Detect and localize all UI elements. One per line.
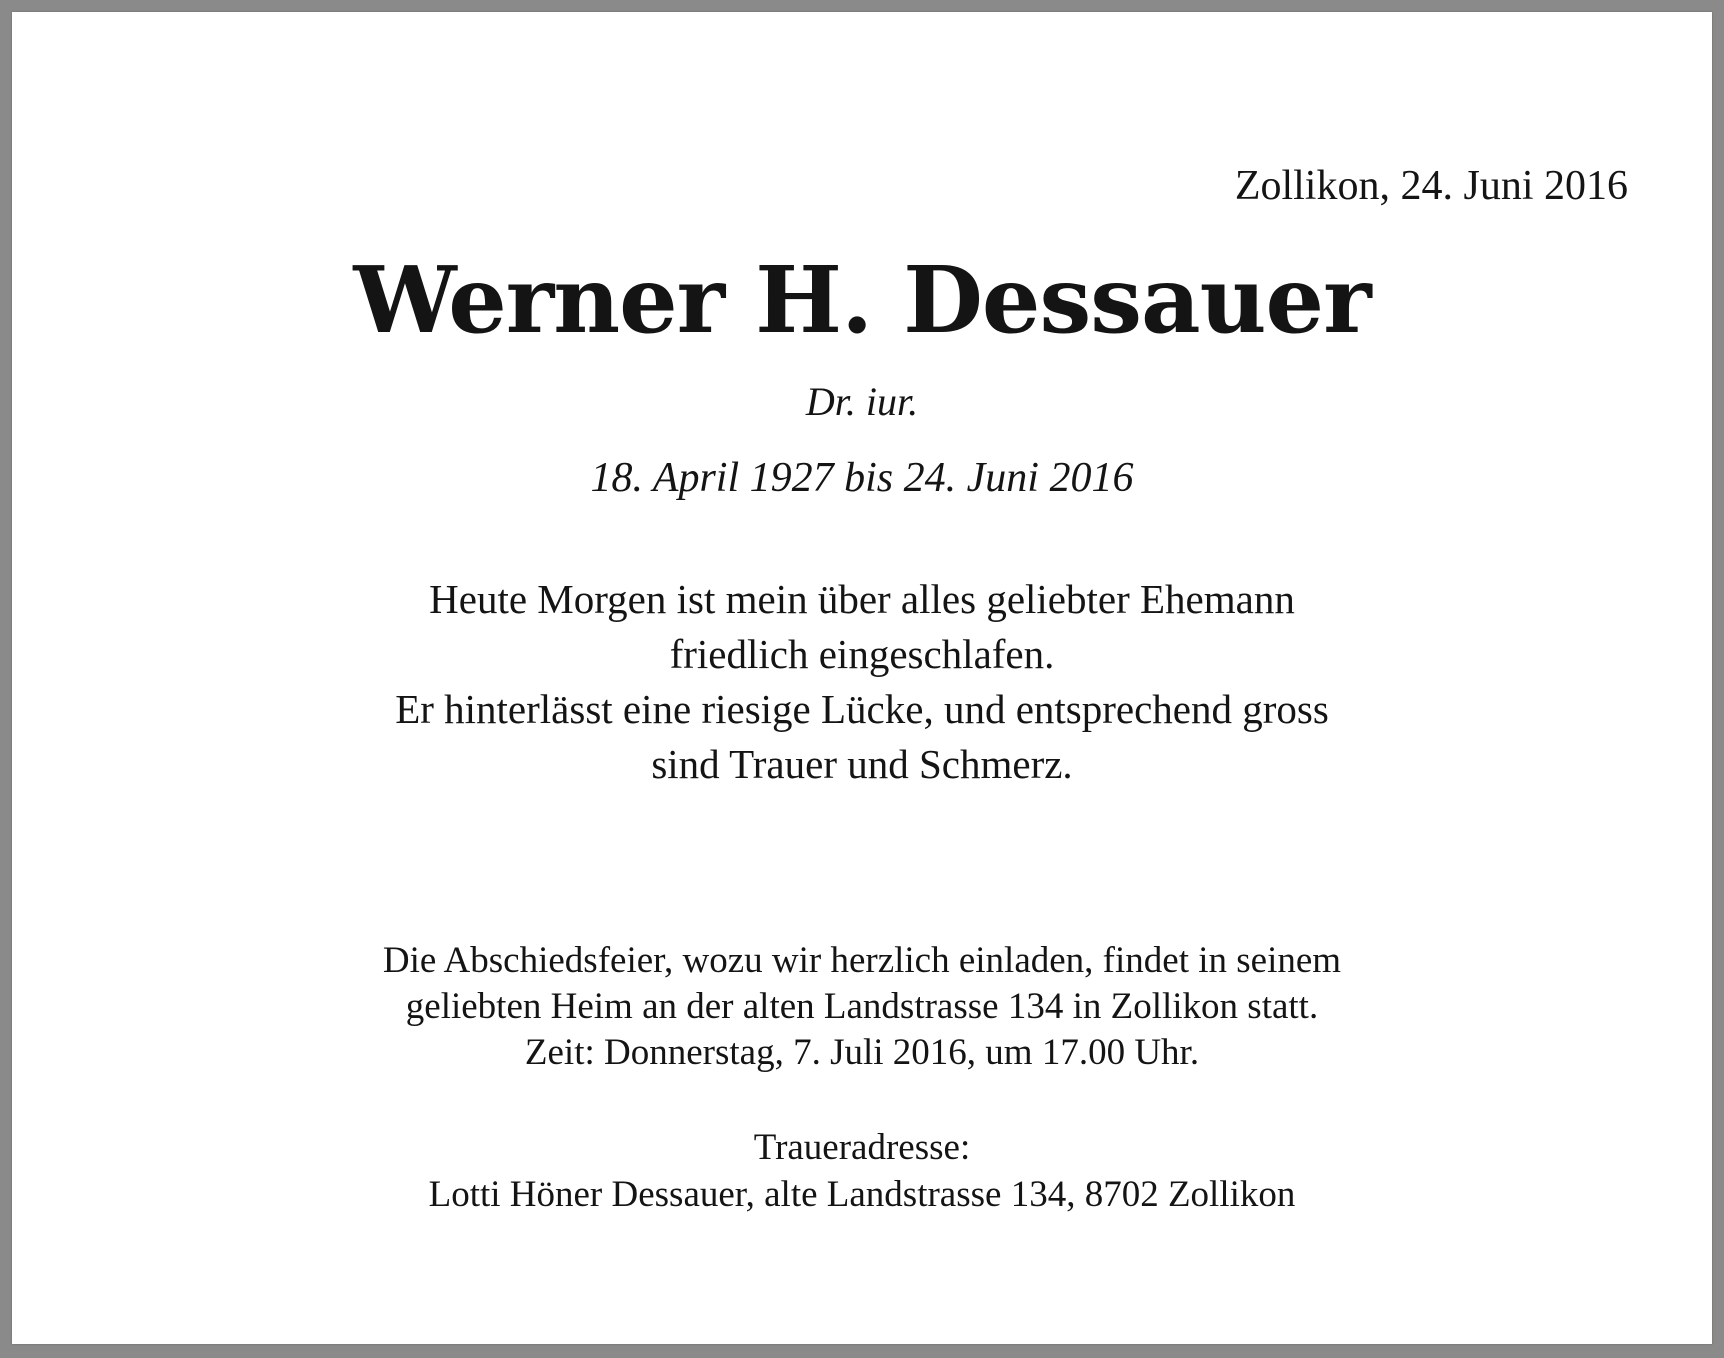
- message-line: sind Trauer und Schmerz.: [651, 741, 1073, 787]
- ceremony-line: Zeit: Donnerstag, 7. Juli 2016, um 17.00 Uhr.: [524, 1032, 1200, 1073]
- obituary-page: [12, 12, 1712, 1344]
- message-line: Heute Morgen ist mein über alles geliebter Ehemann: [429, 576, 1295, 622]
- ceremony-line: Die Abschiedsfeier, wozu wir herzlich einladen, findet in seinem: [382, 940, 1342, 981]
- message-line: Er hinterlässt eine riesige Lücke, und entsprechend gross: [395, 686, 1329, 732]
- ceremony-line: geliebten Heim an der alten Landstrasse 134 in Zollikon statt.: [405, 986, 1319, 1027]
- mourning-address-label: Traueradresse:: [753, 1127, 971, 1168]
- obituary-message: [0, 572, 1724, 792]
- life-dates: 18. April 1927 bis 24. Juni 2016: [590, 455, 1134, 501]
- mourning-address: Lotti Höner Dessauer, alte Landstrasse 134, 8702 Zollikon: [428, 1174, 1296, 1215]
- deceased-name: Werner H. Dessauer: [353, 246, 1371, 354]
- academic-title: Dr. iur.: [805, 379, 919, 424]
- message-line: friedlich eingeschlafen.: [669, 631, 1055, 677]
- ceremony-details: [0, 938, 1724, 1076]
- mourning-address-block: [0, 1124, 1724, 1218]
- place-and-date: Zollikon, 24. Juni 2016: [1234, 163, 1628, 209]
